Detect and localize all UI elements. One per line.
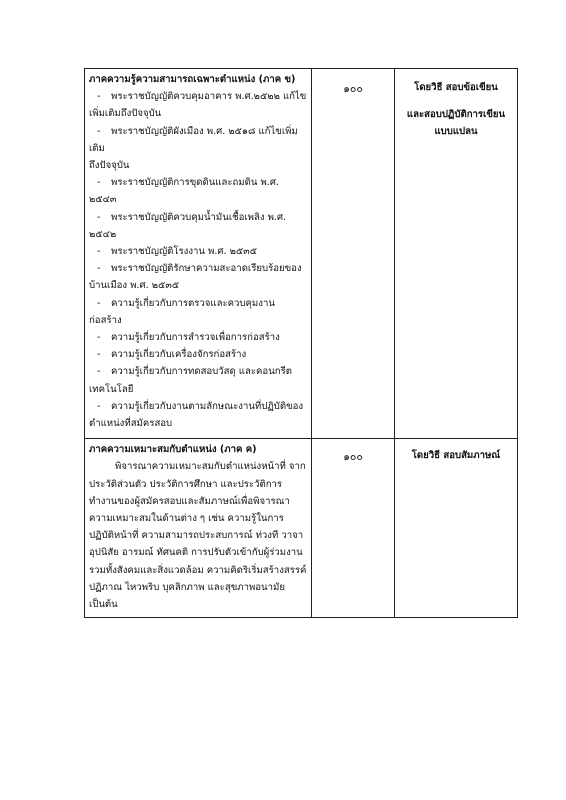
list-item — [89, 209, 307, 243]
method-line: โดยวิธี สอบข้อเขียน — [414, 82, 498, 93]
list-item — [89, 295, 307, 329]
list-item — [89, 363, 307, 397]
section-title: ภาคความเหมาะสมกับตำแหน่ง (ภาค ค) — [89, 444, 257, 456]
method-line: โดยวิธี สอบสัมภาษณ์ — [411, 450, 501, 462]
list-item-text: ความรู้เกี่ยวกับการตรวจและควบคุมงานก่อสร้าง — [89, 297, 275, 326]
list-item-text: พระราชบัญญัติโรงงาน พ.ศ. ๒๕๓๕ — [111, 246, 257, 258]
list-item — [89, 174, 307, 208]
list-item-text: พระราชบัญญัติการขุดดินและถมดิน พ.ศ. ๒๕๔๓ — [89, 177, 279, 206]
method-line: และสอบปฏิบัติการเขียน — [406, 109, 506, 121]
section-paragraph: พิจารณาความเหมาะสมกับตำแหน่งหน้าที่ จากประวัติส่วนตัว ประวัติการศึกษา และประวัติการทำงานของผู้สมัครสอบและสัมภาษณ์เพื่อพิจารณาความเหมาะสมในด้านต่าง ๆ เช่น ความรู้ในการปฏิบัติหน้าที่ ความสามารถประสบการณ์ ท่วงที วาจา อุปนิสัย อารมณ์ ทัศนคติ การปรับตัวเข้ากับผู้ร่วมงาน รวมทั้งสังคมและสิ่งแวดล้อม ความคิดริเริ่มสร้างสรรค์ ปฏิภาณ ไหวพริบ บุคลิกภาพ และสุขภาพอนามัย เป็นต้น — [89, 461, 307, 611]
list-item-text: ความรู้เกี่ยวกับการสำรวจเพื่อการก่อสร้าง — [111, 332, 280, 344]
list-item-text: ความรู้เกี่ยวกับเครื่องจักรก่อสร้าง — [111, 349, 247, 361]
bullet-dash: - — [97, 211, 101, 223]
bullet-dash: - — [97, 125, 101, 137]
list-item — [89, 243, 307, 260]
bullet-dash: - — [97, 349, 101, 361]
subject-cell — [85, 69, 312, 439]
method-cell — [395, 69, 518, 439]
list-item — [89, 260, 307, 294]
list-item — [89, 329, 307, 346]
list-item-text: พระราชบัญญัติรักษาความสะอาดเรียบร้อยของ — [111, 263, 302, 275]
bullet-dash: - — [97, 177, 101, 189]
bullet-dash: - — [97, 263, 101, 275]
score-value: ๑๐๐ — [343, 451, 363, 464]
bullet-dash: - — [97, 332, 101, 344]
score-cell — [312, 439, 395, 618]
bullet-dash: - — [97, 297, 101, 309]
list-item-text: พระราชบัญญัติผังเมือง พ.ศ. ๒๕๑๘ แก้ไขเพิ่มเติม — [89, 125, 298, 154]
score-value: ๑๐๐ — [343, 83, 363, 95]
list-item-text: พระราชบัญญัติควบคุมอาคาร พ.ศ.๒๕๒๒ แก้ไข — [111, 91, 307, 103]
list-item-text: พระราชบัญญัติควบคุมน้ำมันเชื้อเพลิง พ.ศ. ๒๕๔๒ — [89, 211, 287, 240]
list-item — [89, 123, 307, 175]
method-cell — [395, 439, 518, 618]
list-item-continuation: เทคโนโลยี — [89, 383, 134, 395]
list-item — [89, 398, 307, 432]
table-row — [85, 69, 518, 439]
subject-cell — [85, 439, 312, 618]
list-item-text: ความรู้เกี่ยวกับงานตามลักษณะงานที่ปฏิบัติของ — [111, 400, 304, 412]
bullet-dash: - — [97, 400, 101, 412]
section-title: ภาคความรู้ความสามารถเฉพาะตำแหน่ง (ภาค ข) — [89, 74, 296, 85]
score-cell — [312, 69, 395, 439]
list-item — [89, 88, 307, 122]
list-item-continuation: บ้านเมือง พ.ศ. ๒๕๓๕ — [89, 280, 180, 292]
bullet-dash: - — [97, 91, 101, 103]
subject-list — [89, 88, 307, 432]
method-line: แบบแปลน — [434, 126, 478, 138]
list-item-continuation: เพิ่มเติมถึงปัจจุบัน — [89, 108, 162, 120]
table-row — [85, 439, 518, 618]
bullet-dash: - — [97, 246, 101, 258]
bullet-dash: - — [97, 366, 101, 378]
list-item-continuation: ถึงปัจจุบัน — [89, 160, 130, 172]
list-item-text: ความรู้เกี่ยวกับการทดสอบวัสดุ และคอนกรีต — [111, 366, 292, 378]
list-item-continuation: ตำแหน่งที่สมัครสอบ — [89, 418, 173, 430]
list-item — [89, 346, 307, 363]
exam-criteria-table — [84, 68, 518, 618]
